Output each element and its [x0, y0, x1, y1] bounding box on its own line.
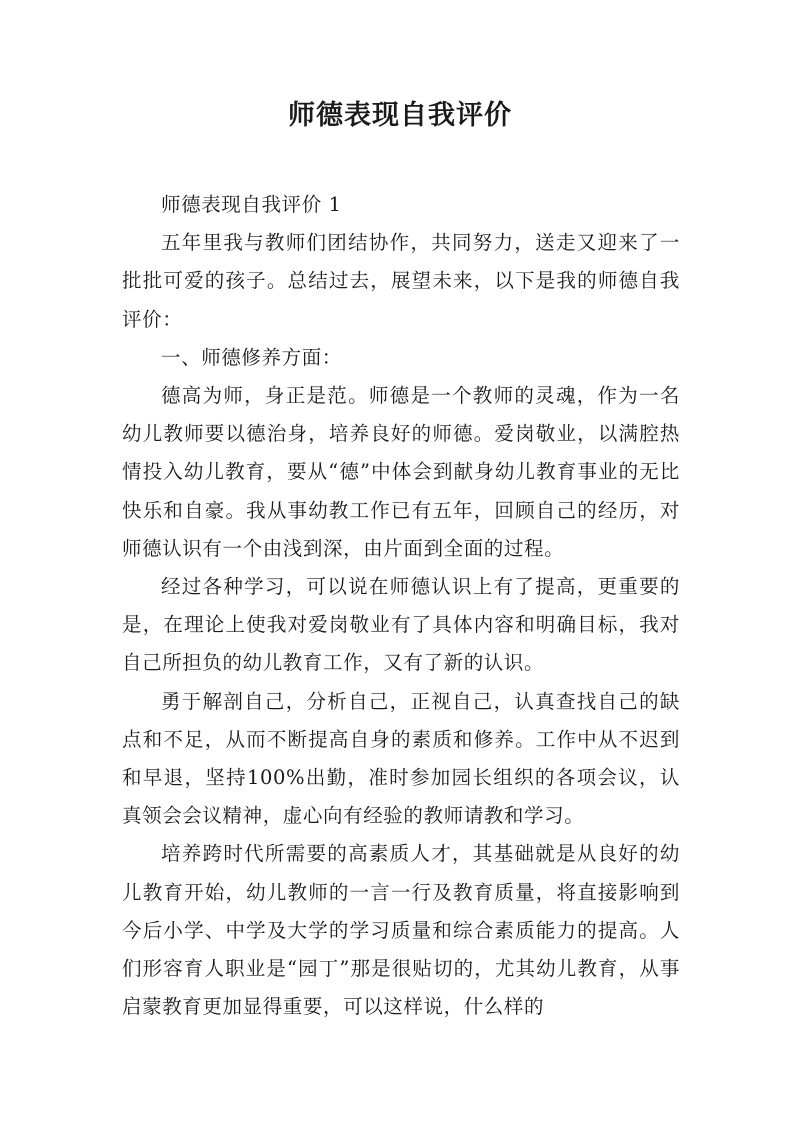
document-title: 师德表现自我评价 — [288, 100, 512, 131]
section-heading-ethics: 一、师德修养方面： — [161, 345, 342, 369]
paragraph: 经过各种学习，可以说在师德认识上有了提高，更重要的是，在理论上使我对爱岗敬业有了具体内容和明确目标，我对自己所担负的幼儿教育工作，又有了新的认识。 — [122, 575, 680, 675]
paragraph: 勇于解剖自己，分析自己，正视自己，认真查找自己的缺点和不足，从而不断提高自身的素质和修养。工作中从不迟到和早退，坚持100%出勤，准时参加园长组织的各项会议，认真领会会议精神，虚心向有经验的教师请教和学习。 — [122, 689, 680, 828]
section-heading: 师德表现自我评价 1 — [161, 193, 342, 216]
paragraph: 培养跨时代所需要的高素质人才，其基础就是从良好的幼儿教育开始，幼儿教师的一言一行及教育质量，将直接影响到今后小学、中学及大学的学习质量和综合素质能力的提高。人们形容育人职业是“园丁”那是很贴切的，尤其幼儿教育，从事启蒙教育更加显得重要，可以这样说，什么样的 — [122, 842, 680, 1019]
document-body — [122, 186, 680, 1026]
paragraph-intro: 五年里我与教师们团结协作，共同努力，送走又迎来了一批批可爱的孩子。总结过去，展望未来，以下是我的师德自我评价： — [122, 231, 680, 331]
paragraph: 德高为师，身正是范。师德是一个教师的灵魂，作为一名幼儿教师要以德治身，培养良好的师德。爱岗敬业，以满腔热情投入幼儿教育，要从“德”中体会到献身幼儿教育事业的无比快乐和自豪。我从事幼教工作已有五年，回顾自己的经历，对师德认识有一个由浅到深，由片面到全面的过程。 — [122, 384, 680, 560]
